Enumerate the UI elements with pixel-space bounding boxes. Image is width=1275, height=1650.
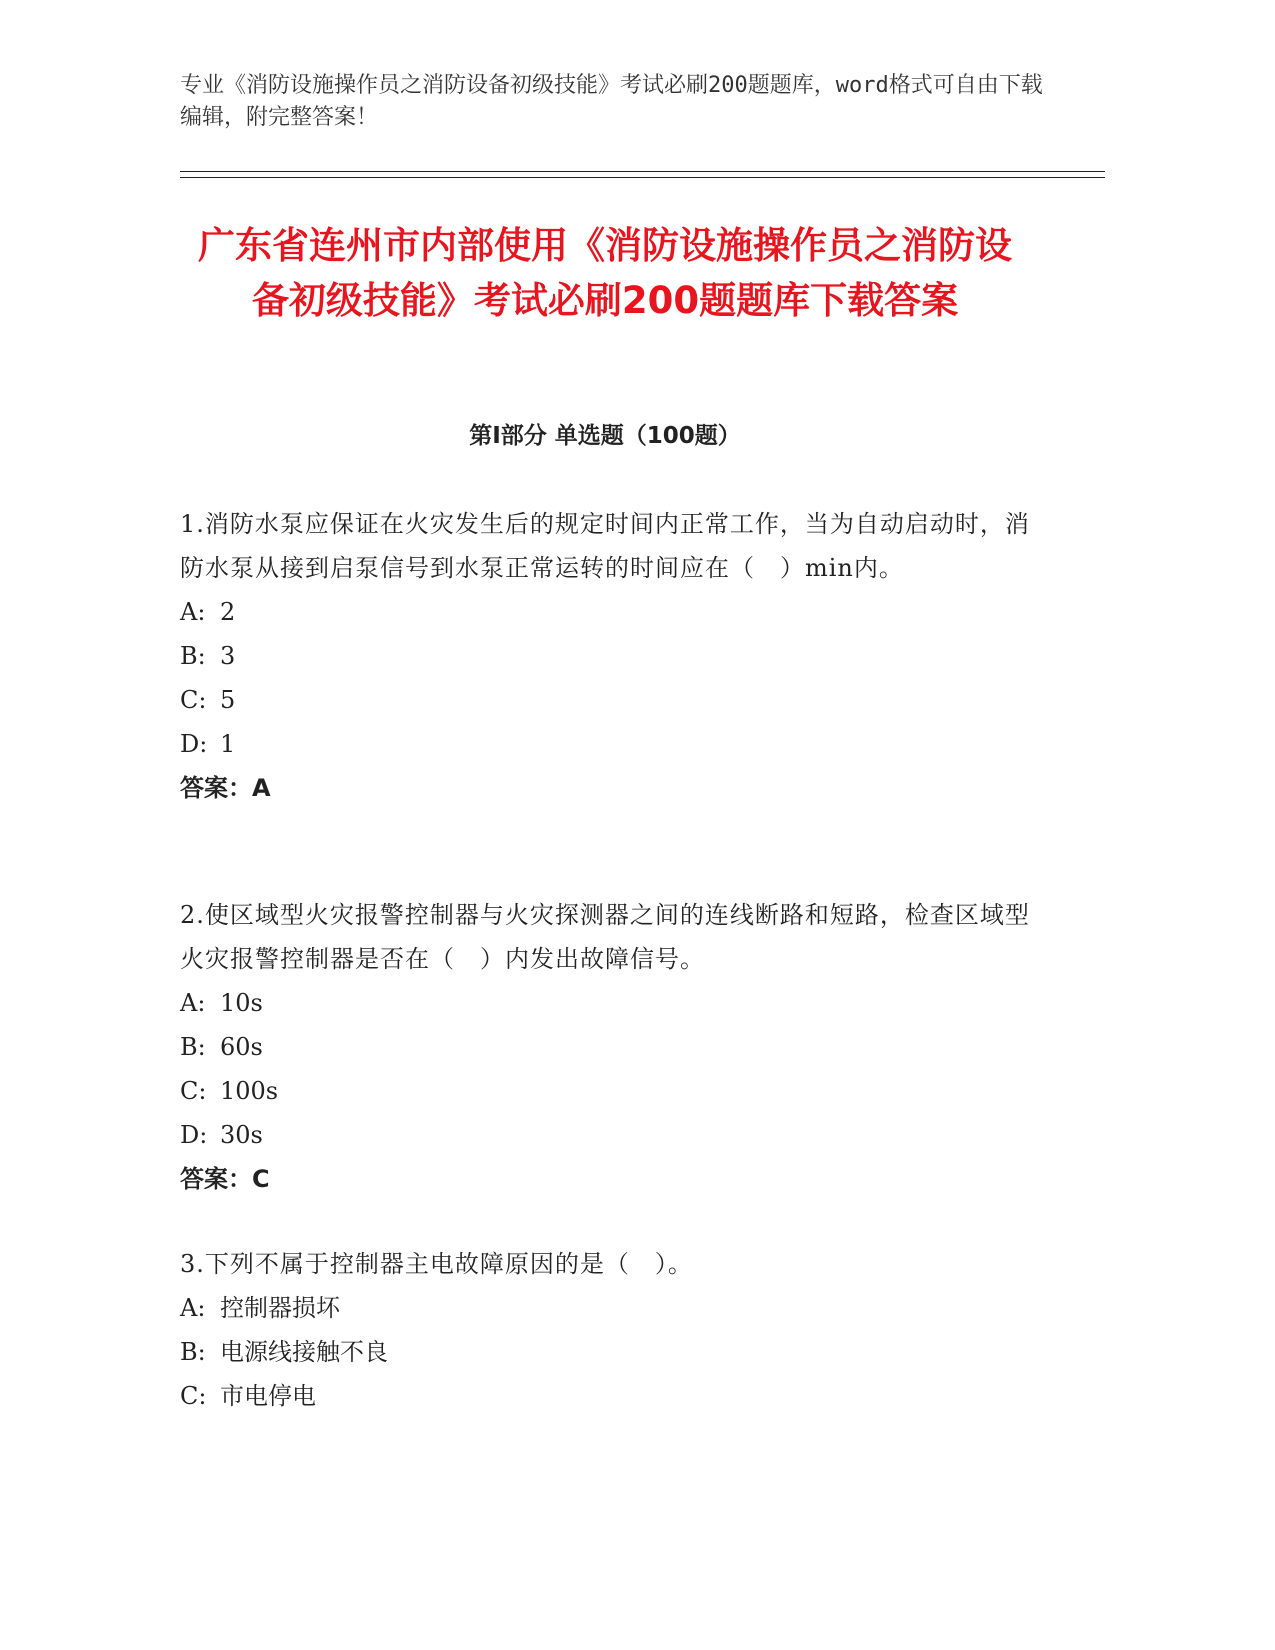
- option-letter: B:: [180, 1033, 206, 1061]
- header-note: 专业《消防设施操作员之消防设备初级技能》考试必刷200题题库，word格式可自由下载编辑，附完整答案！: [180, 73, 1043, 130]
- option-letter: A:: [180, 598, 206, 626]
- option-text: 1: [220, 730, 236, 758]
- option-text: 市电停电: [220, 1382, 316, 1410]
- option-text: 电源线接触不良: [220, 1338, 388, 1366]
- option-d: [180, 1113, 1040, 1157]
- option-a: [180, 1286, 1040, 1330]
- option-text: 2: [220, 598, 236, 626]
- question-stem: 1.消防水泵应保证在火灾发生后的规定时间内正常工作，当为自动启动时，消防水泵从接到启泵信号到水泵正常运转的时间应在（ ）min内。: [180, 510, 1030, 582]
- option-d: [180, 722, 1040, 766]
- option-text: 30s: [220, 1121, 263, 1149]
- question-3: [180, 1242, 1040, 1418]
- option-text: 3: [220, 642, 236, 670]
- option-text: 10s: [220, 989, 263, 1017]
- question-stem: 3.下列不属于控制器主电故障原因的是（ ）。: [180, 1250, 693, 1278]
- option-a: [180, 590, 1040, 634]
- option-letter: B:: [180, 642, 206, 670]
- option-text: 100s: [220, 1077, 279, 1105]
- option-letter: A:: [180, 1294, 206, 1322]
- section-title: 第Ⅰ部分 单选题（100题）: [469, 423, 741, 449]
- option-text: 60s: [220, 1033, 263, 1061]
- option-letter: C:: [180, 1077, 207, 1105]
- option-letter: B:: [180, 1338, 206, 1366]
- option-c: [180, 1069, 1040, 1113]
- option-c: [180, 1374, 1040, 1418]
- answer: 答案：A: [180, 774, 271, 802]
- option-letter: A:: [180, 989, 206, 1017]
- option-letter: D:: [180, 1121, 208, 1149]
- option-letter: C:: [180, 1382, 207, 1410]
- option-letter: D:: [180, 730, 208, 758]
- header-divider-bottom: [180, 177, 1105, 178]
- option-text: 控制器损坏: [220, 1294, 340, 1322]
- option-a: [180, 981, 1040, 1025]
- document-title: 广东省连州市内部使用《消防设施操作员之消防设备初级技能》考试必刷200题题库下载答案: [198, 224, 1012, 322]
- question-1: [180, 502, 1040, 810]
- option-c: [180, 678, 1040, 722]
- question-stem: 2.使区域型火灾报警控制器与火灾探测器之间的连线断路和短路，检查区域型火灾报警控制器是否在（ ）内发出故障信号。: [180, 901, 1030, 973]
- answer: 答案：C: [180, 1165, 270, 1193]
- option-b: [180, 1330, 1040, 1374]
- option-b: [180, 634, 1040, 678]
- option-b: [180, 1025, 1040, 1069]
- option-letter: C:: [180, 686, 207, 714]
- header-divider-top: [180, 171, 1105, 172]
- question-2: [180, 893, 1040, 1201]
- option-text: 5: [220, 686, 236, 714]
